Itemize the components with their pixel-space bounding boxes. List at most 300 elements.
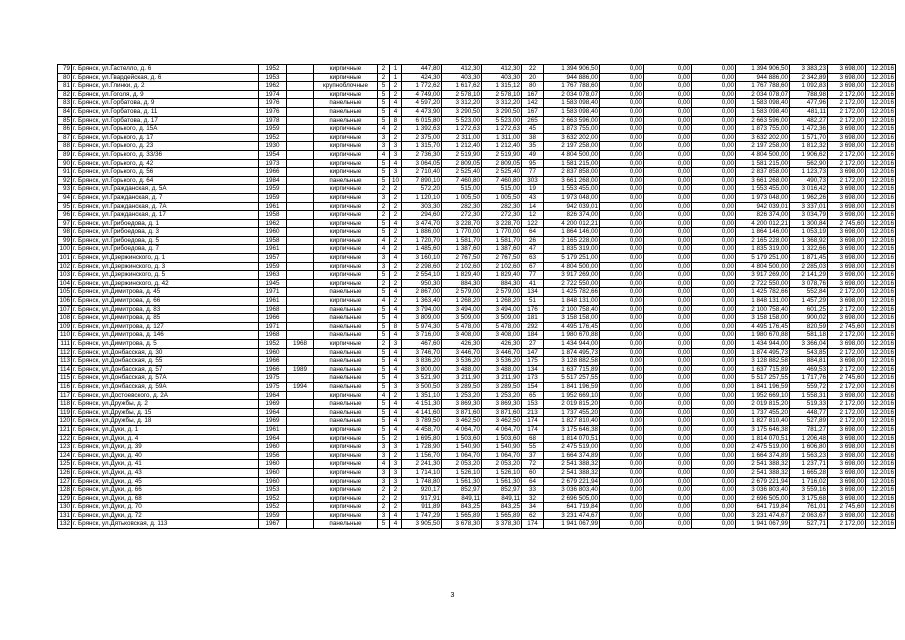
cell-max-cost-per-sqm: 2 172,00 bbox=[828, 116, 866, 125]
cell-wall-material: кирпичные bbox=[314, 340, 378, 349]
cell-floors: 5 bbox=[378, 271, 390, 280]
cell-max-cost-per-sqm: 3 698,00 bbox=[828, 486, 866, 495]
cell-repair-cost: 3 917 269,00 bbox=[544, 271, 600, 280]
cell-floors: 5 bbox=[378, 116, 390, 125]
cell-living-area: 1 272,63 bbox=[482, 125, 522, 134]
cell-deadline: 12.2016 bbox=[866, 400, 896, 409]
cell-reconstruction-year bbox=[287, 73, 314, 82]
cell-residential-area: 2 809,05 bbox=[442, 159, 482, 168]
cell-max-cost-per-sqm: 3 698,00 bbox=[828, 65, 866, 74]
cell-max-cost-per-sqm: 2 172,00 bbox=[828, 159, 866, 168]
cell-address: г. Брянск, ул.Дуки, д. 72 bbox=[72, 511, 259, 520]
cell-total-area: 2 241,30 bbox=[402, 460, 442, 469]
cell-reconstruction-year: 1968 bbox=[287, 340, 314, 349]
cell-row-number: 103 bbox=[59, 271, 70, 279]
table-row bbox=[58, 185, 896, 194]
cell-address: г. Брянск, ул.Дуки, д. 68 bbox=[72, 494, 259, 503]
cell-cost-share-2: 0,00 bbox=[644, 434, 692, 443]
cell-address: г. Брянск, ул.Гражданская, д. 5А bbox=[72, 185, 259, 194]
cell-cost-share-1: 0,00 bbox=[600, 245, 644, 254]
cell-residents: 55 bbox=[522, 443, 544, 452]
cell-living-area: 843,25 bbox=[482, 503, 522, 512]
cell-deadline: 12.2016 bbox=[866, 425, 896, 434]
cell-residential-area: 1 387,60 bbox=[442, 245, 482, 254]
cell-repair-cost: 1 737 455,20 bbox=[544, 408, 600, 417]
cell-build-year: 1978 bbox=[259, 116, 287, 125]
cell-deadline: 12.2016 bbox=[866, 176, 896, 185]
cell-cost-share-3: 0,00 bbox=[692, 271, 736, 280]
cell-repair-cost: 3 128 882,58 bbox=[544, 357, 600, 366]
cell-build-year: 1959 bbox=[259, 262, 287, 271]
cell-reconstruction-year bbox=[287, 133, 314, 142]
table-row bbox=[58, 400, 896, 409]
cell-entrances: 4 bbox=[390, 348, 402, 357]
cell-cost-share-3: 0,00 bbox=[692, 486, 736, 495]
cell-repair-cost: 2 837 858,00 bbox=[544, 168, 600, 177]
cell-row-number: 129 bbox=[59, 494, 70, 502]
cell-build-year: 1952 bbox=[259, 340, 287, 349]
cell-cost-share-3: 0,00 bbox=[692, 400, 736, 409]
cell-cost-per-sqm: 481,11 bbox=[790, 107, 828, 116]
cell-cost-share-3: 0,00 bbox=[692, 219, 736, 228]
cell-floors: 3 bbox=[378, 254, 390, 263]
cell-floors: 3 bbox=[378, 193, 390, 202]
cell-address: г. Брянск, ул.Дружбы, д. 18 bbox=[72, 417, 259, 426]
cell-entrances: 3 bbox=[390, 477, 402, 486]
cell-living-area: 1 253,20 bbox=[482, 391, 522, 400]
cell-row-number: 117 bbox=[58, 391, 72, 400]
cell-residents: 134 bbox=[522, 288, 544, 297]
cell-max-cost-per-sqm: 3 698,00 bbox=[828, 271, 866, 280]
cell-residential-area: 272,30 bbox=[442, 211, 482, 220]
cell-row-number: 115 bbox=[58, 374, 72, 383]
cell-entrances: 2 bbox=[390, 486, 402, 495]
cell-floors: 4 bbox=[378, 150, 390, 159]
cell-max-cost-per-sqm: 2 172,00 bbox=[828, 331, 866, 340]
cell-reconstruction-year bbox=[287, 125, 314, 134]
cell-floors: 5 bbox=[378, 400, 390, 409]
cell-cost-per-sqm: 1 206,48 bbox=[790, 434, 828, 443]
cell-entrances: 4 bbox=[390, 520, 402, 529]
cell-deadline: 12.2016 bbox=[866, 262, 896, 271]
cell-cost-total: 2 100 758,40 bbox=[736, 305, 790, 314]
cell-address: г. Брянск, ул.Грибоедова, д. 1 bbox=[72, 219, 259, 228]
cell-total-area: 3 836,20 bbox=[402, 357, 442, 366]
cell-address: г. Брянск, ул.Донбасская, д. 57 bbox=[72, 365, 259, 374]
cell-entrances: 3 bbox=[390, 150, 402, 159]
cell-deadline: 12.2016 bbox=[866, 228, 896, 237]
cell-wall-material: панельные bbox=[314, 382, 378, 391]
cell-residential-area: 3 211,90 bbox=[442, 374, 482, 383]
cell-reconstruction-year bbox=[287, 468, 314, 477]
cell-reconstruction-year bbox=[287, 65, 314, 74]
cell-address: г. Брянск, ул.Димитрова, д. 45 bbox=[72, 288, 259, 297]
cell-residential-area: 7 460,80 bbox=[442, 176, 482, 185]
cell-cost-share-1: 0,00 bbox=[600, 340, 644, 349]
cell-max-cost-per-sqm: 2 745,60 bbox=[828, 219, 866, 228]
cell-total-area: 424,30 bbox=[402, 73, 442, 82]
cell-build-year: 1952 bbox=[259, 65, 287, 74]
cell-cost-per-sqm: 2 063,67 bbox=[790, 511, 828, 520]
cell-repair-cost: 3 661 268,00 bbox=[544, 176, 600, 185]
cell-floors: 2 bbox=[378, 486, 390, 495]
cell-cost-share-2: 0,00 bbox=[644, 314, 692, 323]
cell-residents: 134 bbox=[522, 365, 544, 374]
cell-cost-per-sqm: 527,71 bbox=[790, 520, 828, 529]
cell-cost-per-sqm: 469,53 bbox=[790, 365, 828, 374]
cell-floors: 4 bbox=[378, 297, 390, 306]
cell-cost-per-sqm: 1 457,29 bbox=[790, 297, 828, 306]
cell-wall-material: панельные bbox=[314, 400, 378, 409]
cell-build-year: 1953 bbox=[259, 486, 287, 495]
cell-residential-area: 3 290,50 bbox=[442, 107, 482, 116]
cell-build-year: 1969 bbox=[259, 400, 287, 409]
cell-cost-share-1: 0,00 bbox=[600, 288, 644, 297]
cell-cost-total: 1 737 455,20 bbox=[736, 408, 790, 417]
cell-residents: 32 bbox=[522, 494, 544, 503]
table-row bbox=[58, 391, 896, 400]
cell-cost-share-1: 0,00 bbox=[600, 468, 644, 477]
cell-cost-per-sqm: 1 053,19 bbox=[790, 228, 828, 237]
cell-living-area: 884,30 bbox=[482, 279, 522, 288]
cell-residential-area: 5 523,00 bbox=[442, 116, 482, 125]
cell-cost-share-2: 0,00 bbox=[644, 107, 692, 116]
cell-residential-area: 3 462,50 bbox=[442, 417, 482, 426]
cell-repair-cost: 3 175 646,38 bbox=[544, 425, 600, 434]
cell-cost-per-sqm: 552,84 bbox=[790, 288, 828, 297]
cell-cost-share-3: 0,00 bbox=[692, 460, 736, 469]
cell-reconstruction-year bbox=[287, 271, 314, 280]
cell-residential-area: 1 565,89 bbox=[442, 511, 482, 520]
cell-build-year: 1973 bbox=[259, 159, 287, 168]
cell-residents: 184 bbox=[522, 331, 544, 340]
cell-repair-cost: 4 804 500,00 bbox=[544, 150, 600, 159]
cell-total-area: 4 141,60 bbox=[402, 408, 442, 417]
cell-deadline: 12.2016 bbox=[866, 150, 896, 159]
cell-floors: 5 bbox=[378, 322, 390, 331]
cell-residents: 77 bbox=[522, 271, 544, 280]
cell-total-area: 1 886,00 bbox=[402, 228, 442, 237]
cell-cost-share-1: 0,00 bbox=[600, 133, 644, 142]
cell-cost-share-3: 0,00 bbox=[692, 150, 736, 159]
cell-residential-area: 3 488,00 bbox=[442, 365, 482, 374]
cell-cost-per-sqm: 1 368,92 bbox=[790, 236, 828, 245]
cell-wall-material: кирпичные bbox=[314, 133, 378, 142]
cell-entrances: 4 bbox=[390, 400, 402, 409]
cell-total-area: 1 747,29 bbox=[402, 511, 442, 520]
cell-max-cost-per-sqm: 2 172,00 bbox=[828, 408, 866, 417]
cell-cost-share-3: 0,00 bbox=[692, 73, 736, 82]
cell-deadline: 12.2016 bbox=[866, 99, 896, 108]
cell-repair-cost: 944 886,00 bbox=[544, 73, 600, 82]
cell-row-number: 85 bbox=[58, 116, 72, 125]
cell-build-year: 1964 bbox=[259, 434, 287, 443]
cell-build-year: 1959 bbox=[259, 185, 287, 194]
cell-total-area: 1 748,80 bbox=[402, 477, 442, 486]
cell-cost-share-2: 0,00 bbox=[644, 340, 692, 349]
cell-build-year: 1954 bbox=[259, 150, 287, 159]
cell-repair-cost: 3 231 474,67 bbox=[544, 511, 600, 520]
cell-cost-share-3: 0,00 bbox=[692, 511, 736, 520]
cell-residential-area: 4 064,70 bbox=[442, 425, 482, 434]
cell-cost-share-2: 0,00 bbox=[644, 159, 692, 168]
cell-total-area: 2 298,60 bbox=[402, 262, 442, 271]
cell-max-cost-per-sqm: 2 172,00 bbox=[828, 288, 866, 297]
cell-max-cost-per-sqm: 2 172,00 bbox=[828, 417, 866, 426]
cell-cost-total: 3 231 474,67 bbox=[736, 511, 790, 520]
cell-living-area: 272,30 bbox=[482, 211, 522, 220]
cell-address: г. Брянск, ул.Грибоедова, д. 3 bbox=[72, 228, 259, 237]
cell-cost-share-1: 0,00 bbox=[600, 382, 644, 391]
cell-address: г. Брянск, ул.Дзержинского, д. 3 bbox=[72, 262, 259, 271]
cell-floors: 5 bbox=[378, 382, 390, 391]
cell-cost-share-3: 0,00 bbox=[692, 425, 736, 434]
cell-wall-material: кирпичные bbox=[314, 193, 378, 202]
cell-floors: 5 bbox=[378, 107, 390, 116]
cell-total-area: 3 789,50 bbox=[402, 417, 442, 426]
cell-address: г. Брянск, ул.Димитрова, д. 85 bbox=[72, 314, 259, 323]
cell-cost-per-sqm: 3 337,01 bbox=[790, 202, 828, 211]
cell-living-area: 3 211,90 bbox=[482, 374, 522, 383]
table-row bbox=[58, 451, 896, 460]
cell-reconstruction-year bbox=[287, 107, 314, 116]
cell-wall-material: панельные bbox=[314, 176, 378, 185]
cell-cost-share-2: 0,00 bbox=[644, 486, 692, 495]
cell-floors: 4 bbox=[378, 391, 390, 400]
cell-wall-material: кирпичные bbox=[314, 443, 378, 452]
cell-floors: 5 bbox=[378, 168, 390, 177]
cell-total-area: 3 064,05 bbox=[402, 159, 442, 168]
cell-residents: 174 bbox=[522, 520, 544, 529]
cell-entrances: 2 bbox=[390, 297, 402, 306]
cell-cost-per-sqm: 527,89 bbox=[790, 417, 828, 426]
cell-deadline: 12.2016 bbox=[866, 460, 896, 469]
cell-max-cost-per-sqm: 3 698,00 bbox=[828, 460, 866, 469]
cell-residents: 33 bbox=[522, 486, 544, 495]
cell-reconstruction-year bbox=[287, 297, 314, 306]
cell-cost-share-1: 0,00 bbox=[600, 408, 644, 417]
cell-residents: 64 bbox=[522, 477, 544, 486]
cell-living-area: 3 869,30 bbox=[482, 400, 522, 409]
cell-address: г. Брянск, ул.Горького, д. 64 bbox=[72, 176, 259, 185]
table-row bbox=[58, 176, 896, 185]
cell-cost-share-3: 0,00 bbox=[692, 305, 736, 314]
cell-entrances: 4 bbox=[390, 99, 402, 108]
cell-living-area: 3 462,50 bbox=[482, 417, 522, 426]
cell-cost-share-1: 0,00 bbox=[600, 142, 644, 151]
cell-cost-share-2: 0,00 bbox=[644, 494, 692, 503]
cell-residents: 63 bbox=[522, 254, 544, 263]
cell-living-area: 2 579,00 bbox=[482, 288, 522, 297]
cell-cost-share-1: 0,00 bbox=[600, 185, 644, 194]
cell-deadline: 12.2016 bbox=[866, 73, 896, 82]
cell-residents: 174 bbox=[522, 417, 544, 426]
cell-residents: 49 bbox=[522, 150, 544, 159]
cell-row-number: 86 bbox=[58, 125, 72, 134]
cell-floors: 4 bbox=[378, 125, 390, 134]
cell-total-area: 917,91 bbox=[402, 494, 442, 503]
cell-repair-cost: 2 165 228,00 bbox=[544, 236, 600, 245]
table-row bbox=[58, 168, 896, 177]
cell-floors: 5 bbox=[378, 305, 390, 314]
cell-row-number: 91 bbox=[58, 168, 72, 177]
cell-residential-area: 849,11 bbox=[442, 494, 482, 503]
cell-residential-area: 2 579,00 bbox=[442, 288, 482, 297]
cell-cost-share-1: 0,00 bbox=[600, 236, 644, 245]
cell-cost-share-1: 0,00 bbox=[600, 365, 644, 374]
cell-row-number: 132 bbox=[59, 520, 70, 528]
cell-reconstruction-year bbox=[287, 503, 314, 512]
cell-floors: 3 bbox=[378, 511, 390, 520]
cell-reconstruction-year bbox=[287, 245, 314, 254]
cell-cost-share-1: 0,00 bbox=[600, 90, 644, 99]
cell-wall-material: кирпичные bbox=[314, 211, 378, 220]
cell-cost-share-2: 0,00 bbox=[644, 425, 692, 434]
cell-residential-area: 852,97 bbox=[442, 486, 482, 495]
cell-cost-share-1: 0,00 bbox=[600, 73, 644, 82]
cell-repair-cost: 1 848 131,00 bbox=[544, 297, 600, 306]
housing-register-sheet bbox=[57, 64, 895, 529]
cell-residential-area: 403,30 bbox=[442, 73, 482, 82]
cell-entrances: 4 bbox=[390, 159, 402, 168]
cell-residential-area: 2 525,40 bbox=[442, 168, 482, 177]
table-row bbox=[58, 236, 896, 245]
cell-reconstruction-year bbox=[287, 520, 314, 529]
cell-max-cost-per-sqm: 2 745,60 bbox=[828, 374, 866, 383]
cell-max-cost-per-sqm: 3 698,00 bbox=[828, 425, 866, 434]
cell-cost-total: 3 036 803,40 bbox=[736, 486, 790, 495]
cell-living-area: 1 540,90 bbox=[482, 443, 522, 452]
cell-address: г. Брянск, ул.Донбасская, д. 59А bbox=[72, 382, 259, 391]
cell-living-area: 1 503,60 bbox=[482, 434, 522, 443]
cell-entrances: 2 bbox=[390, 494, 402, 503]
cell-deadline: 12.2016 bbox=[866, 314, 896, 323]
cell-cost-share-1: 0,00 bbox=[600, 271, 644, 280]
cell-cost-share-2: 0,00 bbox=[644, 382, 692, 391]
cell-build-year: 1960 bbox=[259, 468, 287, 477]
cell-build-year: 1957 bbox=[259, 254, 287, 263]
table-row bbox=[58, 116, 896, 125]
cell-reconstruction-year bbox=[287, 116, 314, 125]
table-row bbox=[58, 133, 896, 142]
cell-entrances: 3 bbox=[390, 340, 402, 349]
cell-deadline: 12.2016 bbox=[866, 391, 896, 400]
cell-cost-share-3: 0,00 bbox=[692, 168, 736, 177]
cell-deadline: 12.2016 bbox=[866, 503, 896, 512]
cell-total-area: 1 392,63 bbox=[402, 125, 442, 134]
cell-build-year: 1967 bbox=[259, 520, 287, 529]
cell-repair-cost: 3 632 202,00 bbox=[544, 133, 600, 142]
cell-reconstruction-year bbox=[287, 314, 314, 323]
table-row bbox=[58, 408, 896, 417]
cell-total-area: 3 521,90 bbox=[402, 374, 442, 383]
cell-row-number: 125 bbox=[59, 460, 70, 468]
cell-repair-cost: 1 973 048,00 bbox=[544, 193, 600, 202]
cell-cost-share-2: 0,00 bbox=[644, 150, 692, 159]
cell-total-area: 7 890,10 bbox=[402, 176, 442, 185]
cell-cost-total: 1 874 495,73 bbox=[736, 348, 790, 357]
cell-total-area: 3 794,00 bbox=[402, 305, 442, 314]
cell-residential-area: 1 526,10 bbox=[442, 468, 482, 477]
table-row bbox=[58, 357, 896, 366]
cell-repair-cost: 641 719,84 bbox=[544, 503, 600, 512]
table-row bbox=[58, 305, 896, 314]
cell-cost-share-1: 0,00 bbox=[600, 99, 644, 108]
cell-max-cost-per-sqm: 3 698,00 bbox=[828, 245, 866, 254]
cell-cost-share-3: 0,00 bbox=[692, 443, 736, 452]
cell-total-area: 3 160,10 bbox=[402, 254, 442, 263]
cell-deadline: 12.2016 bbox=[866, 417, 896, 426]
cell-wall-material: кирпичные bbox=[314, 434, 378, 443]
cell-floors: 3 bbox=[378, 477, 390, 486]
cell-cost-share-1: 0,00 bbox=[600, 357, 644, 366]
cell-wall-material: кирпичные bbox=[314, 486, 378, 495]
cell-deadline: 12.2016 bbox=[866, 297, 896, 306]
cell-deadline: 12.2016 bbox=[866, 133, 896, 142]
cell-cost-per-sqm: 448,77 bbox=[790, 408, 828, 417]
cell-cost-share-3: 0,00 bbox=[692, 477, 736, 486]
cell-repair-cost: 2 722 550,00 bbox=[544, 279, 600, 288]
cell-entrances: 8 bbox=[390, 116, 402, 125]
cell-total-area: 3 800,00 bbox=[402, 365, 442, 374]
table-body bbox=[58, 65, 896, 529]
cell-residential-area: 1 212,40 bbox=[442, 142, 482, 151]
cell-reconstruction-year bbox=[287, 322, 314, 331]
cell-wall-material: кирпичные bbox=[314, 236, 378, 245]
cell-residents: 68 bbox=[522, 434, 544, 443]
cell-build-year: 1960 bbox=[259, 228, 287, 237]
cell-address: г. Брянск, ул.Донбасская, д. 30 bbox=[72, 348, 259, 357]
cell-wall-material: кирпичные bbox=[314, 73, 378, 82]
cell-address: г. Брянск, ул.Горького, д. 15А bbox=[72, 125, 259, 134]
cell-row-number: 113 bbox=[58, 357, 72, 366]
cell-repair-cost: 1 434 944,00 bbox=[544, 340, 600, 349]
cell-wall-material: кирпичные bbox=[314, 254, 378, 263]
cell-reconstruction-year bbox=[287, 494, 314, 503]
cell-wall-material: кирпичные bbox=[314, 159, 378, 168]
cell-cost-share-3: 0,00 bbox=[692, 279, 736, 288]
cell-cost-per-sqm: 490,73 bbox=[790, 176, 828, 185]
cell-repair-cost: 1 767 788,60 bbox=[544, 82, 600, 91]
cell-cost-per-sqm: 3 383,23 bbox=[790, 65, 828, 74]
cell-max-cost-per-sqm: 2 745,60 bbox=[828, 503, 866, 512]
cell-cost-total: 2 541 388,32 bbox=[736, 468, 790, 477]
cell-cost-share-2: 0,00 bbox=[644, 176, 692, 185]
cell-reconstruction-year bbox=[287, 219, 314, 228]
cell-wall-material: кирпичные bbox=[314, 228, 378, 237]
cell-address: г. Брянск, ул.Гвардейская, д. 6 bbox=[72, 73, 259, 82]
table-row bbox=[58, 219, 896, 228]
cell-living-area: 515,00 bbox=[482, 185, 522, 194]
cell-cost-share-3: 0,00 bbox=[692, 107, 736, 116]
cell-build-year: 1952 bbox=[259, 494, 287, 503]
cell-living-area: 3 488,00 bbox=[482, 365, 522, 374]
cell-cost-share-3: 0,00 bbox=[692, 348, 736, 357]
cell-repair-cost: 4 804 500,00 bbox=[544, 262, 600, 271]
cell-cost-share-2: 0,00 bbox=[644, 348, 692, 357]
cell-cost-share-1: 0,00 bbox=[600, 511, 644, 520]
cell-address: г. Брянск, ул.Димитрова, д. 146 bbox=[72, 331, 259, 340]
cell-cost-share-3: 0,00 bbox=[692, 125, 736, 134]
cell-build-year: 1974 bbox=[259, 90, 287, 99]
cell-entrances: 2 bbox=[390, 193, 402, 202]
cell-build-year: 1958 bbox=[259, 236, 287, 245]
cell-cost-total: 2 663 596,00 bbox=[736, 116, 790, 125]
cell-max-cost-per-sqm: 2 172,00 bbox=[828, 99, 866, 108]
cell-floors: 5 bbox=[378, 331, 390, 340]
cell-cost-share-3: 0,00 bbox=[692, 262, 736, 271]
cell-wall-material: панельные bbox=[314, 365, 378, 374]
